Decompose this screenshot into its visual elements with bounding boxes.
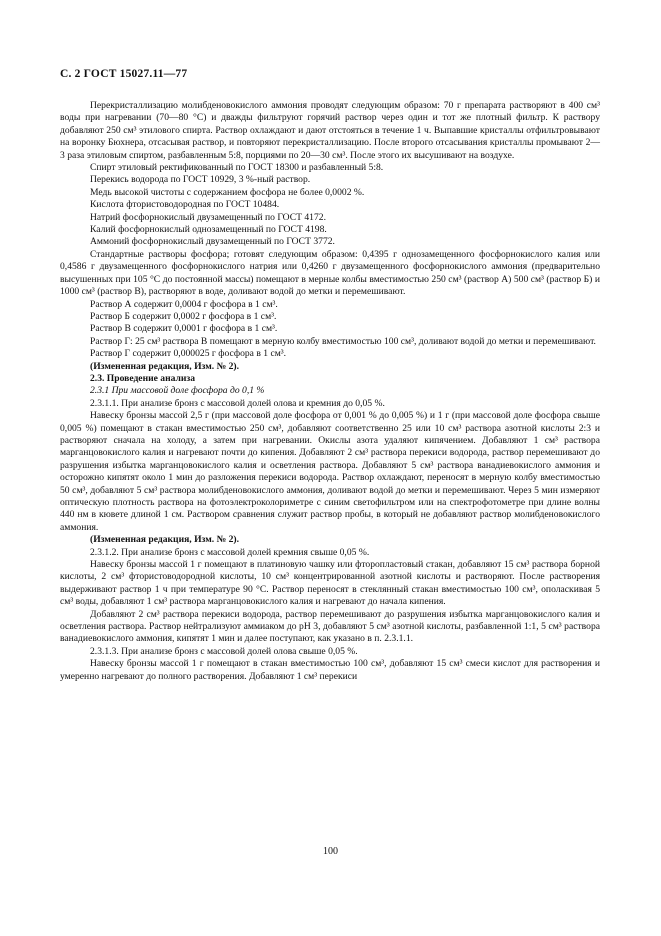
paragraph: Спирт этиловый ректификованный по ГОСТ 18300 и разбавленный 5:8. — [90, 162, 384, 174]
paragraph: Добавляют 2 см³ раствора перекиси водорода, раствор перемешивают до разрушения избытка марганцовокислого калия и осветления раствора. Раствор нейтрализуют аммиаком до рН 3, добавляют 5 см³ азотной кислоты, разбавленной 1:1, 5 см³ раствора ванадиевокислого аммония, кипятят 1 мин и далее поступают, как указано в п. 2.3.1.1. — [60, 608, 600, 645]
paragraph: 2.3.1.2. При анализе бронз с массовой долей кремния свыше 0,05 %. — [90, 546, 370, 558]
paragraph: Стандартные растворы фосфора; готовят следующим образом: 0,4395 г однозамещенного фосфорнокислого калия или 0,4586 г двузамещенного фосфорнокислого натрия или 0,4260 г двузамещенного фосфорнокислого аммония (предварительно высушенных при 105 °С до постоянной массы) помещают в мерные колбы вместимостью 250 см³ (раствор А) 500 см³ (раствор Б) и 1000 см³ (раствор В), растворяют в воде, доливают водой до метки и перемешивают. — [60, 248, 600, 298]
paragraph: Кислота фтористоводородная по ГОСТ 10484. — [90, 199, 280, 211]
document-body — [60, 100, 600, 683]
paragraph: 2.3.1.1. При анализе бронз с массовой долей олова и кремния до 0,05 %. — [90, 397, 385, 409]
paragraph: 2.3.1.3. При анализе бронз с массовой долей олова свыше 0,05 %. — [90, 645, 358, 657]
paragraph: Раствор В содержит 0,0001 г фосфора в 1 см³. — [90, 323, 278, 335]
paragraph: Перекись водорода по ГОСТ 10929, 3 %-ный раствор. — [90, 174, 311, 186]
paragraph: Калий фосфорнокислый однозамещенный по ГОСТ 4198. — [90, 224, 327, 236]
paragraph: Медь высокой чистоты с содержанием фосфора не более 0,0002 %. — [90, 186, 365, 198]
paragraph: Перекристаллизацию молибденовокислого аммония проводят следующим образом: 70 г препарата растворяют в 400 см³ воды при нагревании (70—80 °С) и дважды фильтруют горячий раствор через один и тот же плотный фильтр. К раствору добавляют 250 см³ этилового спирта. Раствор охлаждают и дают отстояться в течение 1 ч. Выпавшие кристаллы отфильтровывают на воронку Бюхнера, отсасывая раствор, и повторяют перекристаллизацию. После второго отсасывания кристаллы промывают 2—3 раза этиловым спиртом, разбавленным 5:8, порциями по 20—30 см³. После этого их высушивают на воздухе. — [60, 100, 600, 161]
paragraph: Раствор Г содержит 0,000025 г фосфора в 1 см³. — [90, 348, 287, 360]
section-heading: 2.3. Проведение анализа — [90, 372, 196, 384]
paragraph: Навеску бронзы массой 1 г помещают в платиновую чашку или фторопластовый стакан, добавляют 15 см³ раствора борной кислоты, 2 см³ фтористоводородной кислоты, 10 см³ концентрированной азотной кислоты и растворяют. После растворения выдерживают раствор 1 ч при температуре 90 °С. Раствор переносят в стеклянный стакан вместимостью 100 см³, ополаскивая 5 см³ воды, добавляют 1 см³ раствора марганцовокислого калия и нагревают до начала кипения. — [60, 559, 600, 608]
paragraph: Раствор Б содержит 0,0002 г фосфора в 1 см³. — [90, 310, 277, 322]
paragraph: Раствор А содержит 0,0004 г фосфора в 1 см³. — [90, 298, 278, 310]
page-header: С. 2 ГОСТ 15027.11—77 — [60, 68, 188, 80]
paragraph: Раствор Г: 25 см³ раствора В помещают в мерную колбу вместимостью 100 см³, доливают водой до метки и перемешивают. — [90, 335, 596, 347]
paragraph: Аммоний фосфорнокислый двузамещенный по ГОСТ 3772. — [90, 236, 335, 248]
paragraph: Навеску бронзы массой 1 г помещают в стакан вместимостью 100 см³, добавляют 15 см³ смеси кислот для растворения и умеренно нагревают до полного растворения. Добавляют 1 см³ перекиси — [60, 658, 600, 682]
page-number: 100 — [323, 846, 338, 857]
amendment-note: (Измененная редакция, Изм. № 2). — [90, 534, 240, 546]
paragraph: Навеску бронзы массой 2,5 г (при массовой доле фосфора от 0,001 % до 0,005 %) и 1 г (при массовой доле фосфора свыше 0,005 %) помещают в стакан вместимостью 250 см³, добавляют соответственно 25 или 10 см³ раствора азотной кислоты 2:3 и растворяют сначала на холоду, а затем при нагревании. Окислы азота удаляют кипячением. Добавляют 1 см³ раствора марганцовокислого калия и нагревают почти до кипения. Добавляют 2 см³ раствора перекиси водорода, раствор перемешивают до разрушения избытка марганцовокислого калия и осветления раствора. Добавляют 5 см³ раствора ванадиевокислого аммония и осторожно кипятят около 1 мин до разложения перекиси водорода. Раствор охлаждают, переносят в мерную колбу вместимостью 50 см³, добавляют 5 см³ раствора молибденовокислого аммония, доливают водой до метки и перемешивают. Через 5 мин измеряют оптическую плотность раствора на фотоэлектроколориметре с синим светофильтром или на спектрофотометре при длине волны 440 нм в кювете длиной 1 см. Раствором сравнения служит раствор пробы, в который не добавляют раствор молибденовокислого аммония. — [60, 410, 600, 533]
amendment-note: (Измененная редакция, Изм. № 2). — [90, 360, 240, 372]
subsection-heading: 2.3.1 При массовой доле фосфора до 0,1 % — [90, 385, 265, 397]
paragraph: Натрий фосфорнокислый двузамещенный по ГОСТ 4172. — [90, 211, 326, 223]
